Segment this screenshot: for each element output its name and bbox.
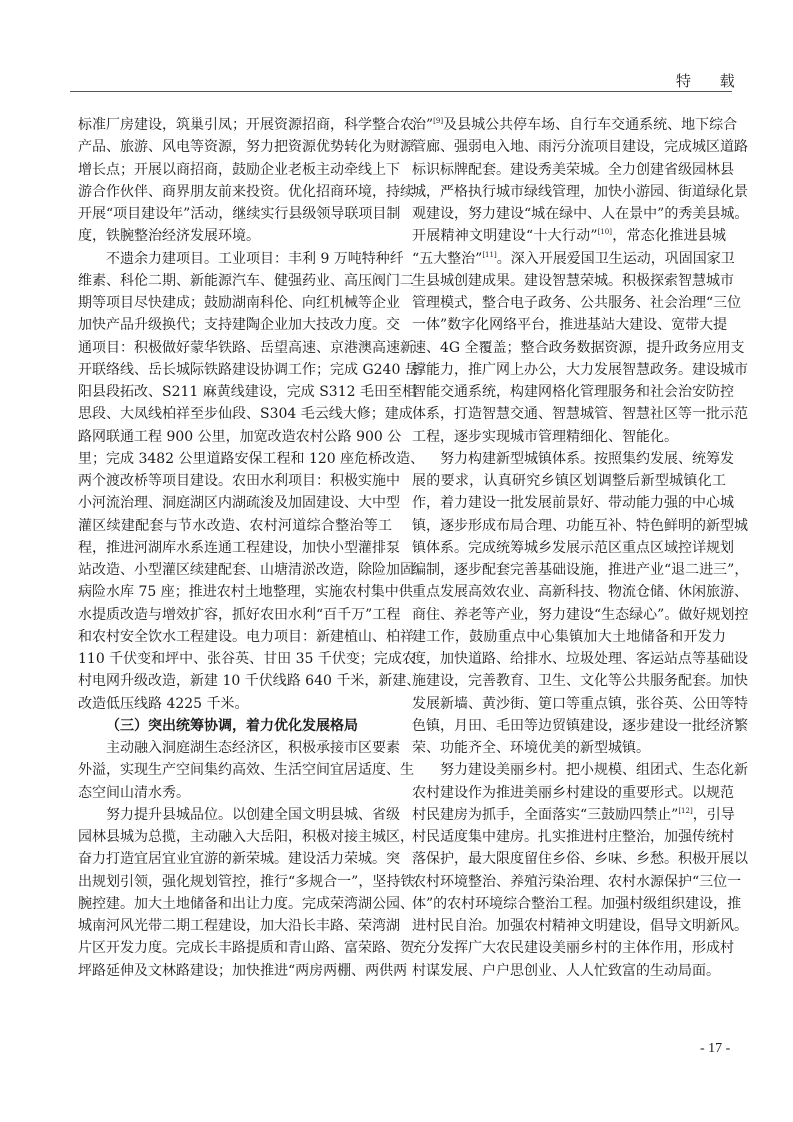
text-segment: 治” <box>412 117 434 133</box>
text-line: 奋力打造宜居宜业宜游的新荣城。建设活力荣城。突 <box>78 851 400 868</box>
text-line: 坪路延伸及文林路建设；加快推进“两房两棚、两供两 <box>78 962 408 979</box>
text-segment: “五大整治” <box>412 250 483 267</box>
header-divider <box>70 91 732 92</box>
text-line: 不遗余力建项目。工业项目：丰利 9 万吨特种纤 <box>106 250 404 267</box>
section-title: 特 载 <box>676 72 747 90</box>
text-line: 落保护，最大限度留住乡俗、乡味、乡愁。积极开展以 <box>412 851 748 868</box>
text-line: 110 千伏变和坪中、张谷英、甘田 35 千伏变；完成农 <box>78 651 416 667</box>
text-line: 水提质改造与增效扩容，抓好农田水利“百千万”工程 <box>78 606 401 623</box>
text-line: 园林县城为总揽，主动融入大岳阳，积极对接主城区， <box>78 829 414 845</box>
text-line: 里；完成 3482 公里道路安保工程和 120 座危桥改造、 <box>78 450 425 467</box>
text-line: 标识标牌配套。建设秀美荣城。全力创建省级园林县 <box>412 161 734 178</box>
text-line: 充分发挥广大农民建设美丽乡村的主体作用，形成村 <box>412 940 734 957</box>
text-line: 作，着力建设一批发展前景好、带动能力强的中心城 <box>412 495 734 512</box>
text-line: 开联络线、岳长城际铁路建设协调工作；完成 G240 岳 <box>78 361 419 378</box>
text-line <box>412 225 726 247</box>
text-line: 体”的农村环境综合整治工程。加强村级组织建设，推 <box>412 895 742 912</box>
text-line: 生县城创建成果。建设智慧荣城。积极探索智慧城市 <box>412 272 734 289</box>
footnote-reference: [9] <box>433 117 444 125</box>
text-line: 阳县段拓改、S211 麻黄线建设，完成 S312 毛田至相 <box>78 384 416 400</box>
paragraph <box>78 737 414 804</box>
right-column <box>412 114 749 982</box>
text-line: 腕控建。加大土地储备和出让力度。完成荣湾湖公园、 <box>78 895 414 912</box>
text-line: 速、4G 全覆盖；整合政务数据资源，提升政务应用支 <box>412 339 745 356</box>
text-line <box>412 114 738 136</box>
text-line: 通项目：积极做好蒙华铁路、岳望高速、京港澳高速新 <box>78 339 414 356</box>
text-line: 一体”数字化网络平台，推进基站大建设、宽带大提 <box>412 317 728 334</box>
text-line: 商住、养老等产业，努力建设“生态绿心”。做好规划控 <box>412 606 749 623</box>
text-line: 标准厂房建设，筑巢引凤；开展资源招商，科学整合农 <box>78 117 414 133</box>
text-line: 色镇，月田、毛田等边贸镇建设，逐步建设一批经济繁 <box>412 717 748 734</box>
text-line: 撑能力，推广网上办公，大力发展智慧政务。建设城市 <box>412 361 748 378</box>
text-line: 两个渡改桥等项目建设。农田水利项目：积极实施中 <box>78 473 400 489</box>
text-line: 农村建设作为推进美丽乡村建设的重要形式。以规范 <box>412 784 734 801</box>
text-line: 编制，逐步配套完善基础设施，推进产业“退二进三”， <box>412 562 749 578</box>
text-line: 改造低压线路 4225 千米。 <box>78 695 249 712</box>
text-line: 城，严格执行城市绿线管理，加快小游园、街道绿化景 <box>412 183 748 200</box>
footnote-reference: [11] <box>482 250 497 259</box>
page-number: - 17 - <box>700 1041 731 1056</box>
text-line: 观建设，努力建设“城在绿中、人在景中”的秀美县城。 <box>412 206 749 222</box>
paragraph <box>78 804 415 982</box>
footnote-reference: [12] <box>678 806 693 815</box>
paragraph <box>412 759 748 982</box>
text-line: 努力建设美丽乡村。把小规模、组团式、生态化新 <box>440 762 748 779</box>
text-line: 小河流治理、洞庭湖区内湖疏浚及加固建设、大中型 <box>78 495 400 512</box>
text-line: 工程，逐步实现城市管理精细化、智能化。 <box>412 428 678 445</box>
text-line: 产品、旅游、风电等资源，努力把资源优势转化为财源 <box>78 139 414 156</box>
text-line: 灌区续建配套与节水改造、农村河道综合整治等工 <box>78 517 392 534</box>
text-line: 展的要求，认真研究乡镇区划调整后新型城镇化工 <box>412 473 726 489</box>
text-line: 管廊、强弱电入地、雨污分流项目建设，完成城区道路 <box>412 139 748 156</box>
text-segment: 及县城公共停车场、自行车交通系统、地下综合 <box>443 117 738 133</box>
text-line: 病险水库 75 座；推进农村土地整理，实施农村集中供 <box>78 584 413 601</box>
section-heading <box>78 715 392 737</box>
text-line: 维素、科伦二期、新能源汽车、健强药业、高压阀门二 <box>78 272 414 289</box>
text-line: 外溢，实现生产空间集约高效、生活空间宜居适度、生 <box>78 762 414 779</box>
text-line: 增长点；开展以商招商，鼓励企业老板主动牵线上下 <box>78 161 400 178</box>
text-line: 加快产品升级换代；支持建陶企业加大技改力度。交 <box>78 317 400 334</box>
text-line: 期等项目尽快建成；鼓励湖南科伦、向红机械等企业 <box>78 295 400 311</box>
text-line: 站改造、小型灌区续建配套、山塘清淤改造，除险加固 <box>78 562 414 578</box>
text-line: 建工作，鼓励重点中心集镇加大土地储备和开发力 <box>412 628 726 645</box>
text-line: 路网联通工程 900 公里，加宽改造农村公路 900 公 <box>78 428 402 445</box>
text-line: 村民适度集中建房。扎实推进村庄整治，加强传统村 <box>412 829 734 845</box>
text-line <box>412 804 735 826</box>
text-line: 村谋发展、户户思创业、人人忙致富的生动局面。 <box>412 962 720 979</box>
text-line: 管理模式，整合电子政务、公共服务、社会治理“三位 <box>412 295 742 311</box>
text-line <box>412 248 735 270</box>
text-line: 出规划引领，强化规划管控，推行“多规合一”，坚持铁 <box>78 873 415 890</box>
text-line: 努力提升县城品位。以创建全国文明县城、省级 <box>106 806 400 823</box>
text-line: 态空间山清水秀。 <box>78 784 190 801</box>
text-line: 主动融入洞庭湖生态经济区，积极承接市区要素 <box>106 740 400 756</box>
left-column <box>78 114 425 982</box>
text-line: 镇，逐步形成布局合理、功能互补、特色鲜明的新型城 <box>412 517 748 534</box>
text-line: 荣、功能齐全、环境优美的新型城镇。 <box>412 740 650 756</box>
text-segment: 开展精神文明建设“十大行动” <box>412 228 598 245</box>
text-line: 和农村安全饮水工程建设。电力项目：新建植山、柏祥 <box>78 628 414 645</box>
text-segment: 村民建房为抓手，全面落实“三鼓励四禁止” <box>412 806 679 823</box>
paragraph <box>78 114 414 248</box>
footnote-reference: [10] <box>597 228 612 237</box>
text-line: 体系，打造智慧交通、智慧城管、智慧社区等一批示范 <box>412 406 748 423</box>
text-line: 程，推进河湖库水系连通工程建设，加快小型灌排泵 <box>78 539 400 556</box>
text-line: 度，铁腕整治经济发展环境。 <box>78 228 260 245</box>
text-segment: ，常态化推进县城 <box>611 228 726 245</box>
text-line: （三）突出统筹协调，着力优化发展格局 <box>106 717 358 734</box>
text-line: 智能交通系统，构建网格化管理服务和社会治安防控 <box>412 384 734 400</box>
text-line: 镇体系。完成统筹城乡发展示范区重点区域控详规划 <box>412 539 734 556</box>
text-line: 游合作伙伴、商界朋友前来投资。优化招商环境，持续 <box>78 183 414 200</box>
text-line: 农村环境整治、养殖污染治理、农村水源保护“三位一 <box>412 873 742 890</box>
text-line: 开展“项目建设年”活动，继续实行县级领导联项目制 <box>78 206 401 222</box>
text-line: 重点发展高效农业、高新科技、物流仓储、休闲旅游、 <box>412 584 748 601</box>
paragraph <box>412 114 749 448</box>
text-line: 城南河风光带二期工程建设，加大沿长丰路、荣湾湖 <box>78 918 400 934</box>
text-line: 片区开发力度。完成长丰路提质和青山路、富荣路、贺 <box>78 940 414 957</box>
text-segment: ，引导 <box>692 806 735 823</box>
text-line: 努力构建新型城镇体系。按照集约发展、统筹发 <box>440 450 734 467</box>
text-line: 发展新墙、黄沙街、筻口等重点镇，张谷英、公田等特 <box>412 695 748 712</box>
text-segment: 。深入开展爱国卫生运动，巩固国家卫 <box>496 250 735 267</box>
text-line: 度，加快道路、给排水、垃圾处理、客运站点等基础设 <box>412 651 748 667</box>
paragraph <box>412 448 749 760</box>
paragraph <box>78 248 425 715</box>
text-line: 村电网升级改造，新建 10 千伏线路 640 千米，新建、 <box>78 673 421 690</box>
text-line: 思段、大凤线柏祥至步仙段、S304 毛云线大修；建成 <box>78 406 413 423</box>
text-line: 施建设，完善教育、卫生、文化等公共服务配套。加快 <box>412 673 748 690</box>
text-line: 进村民自治。加强农村精神文明建设，倡导文明新风。 <box>412 918 748 934</box>
